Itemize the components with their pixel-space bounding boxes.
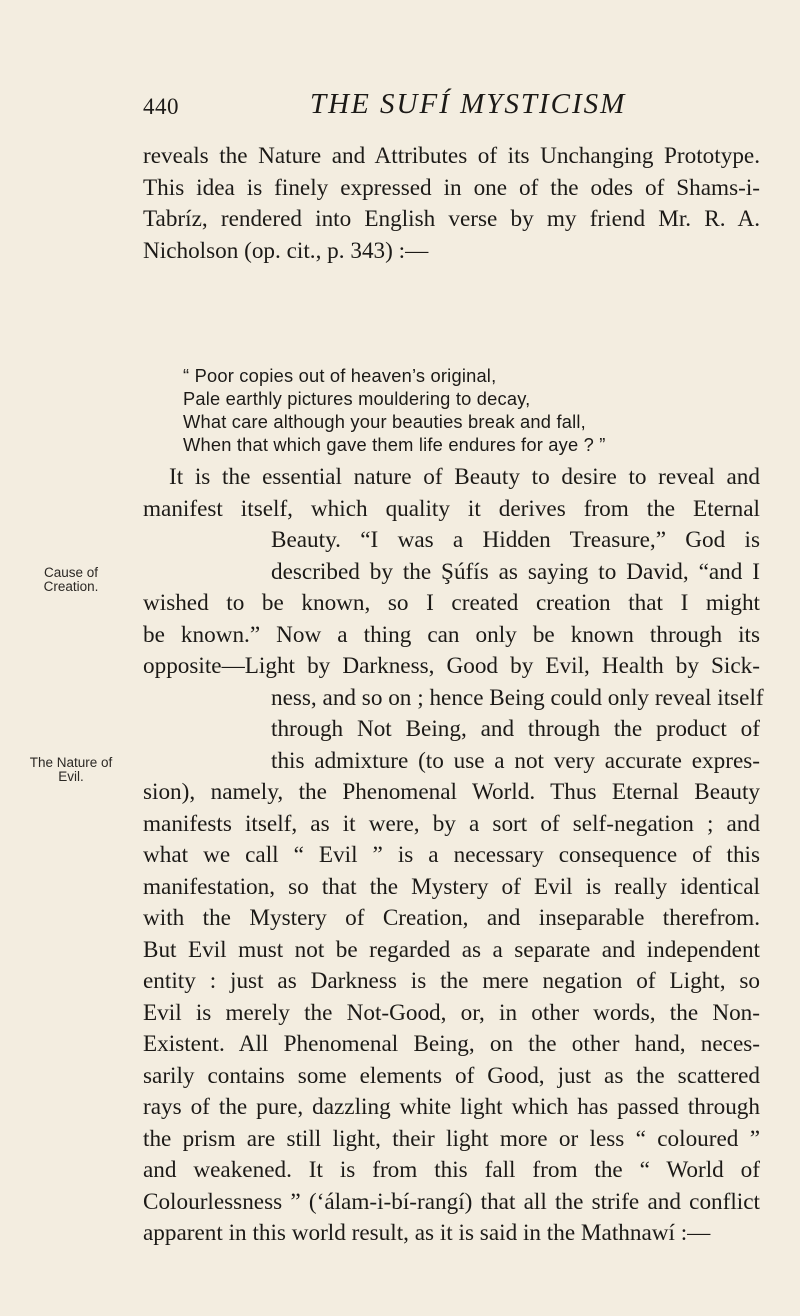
text-line: manifests itself, as it were, by a sort of self-negation ; and [143,810,760,837]
text-line: sarily contains some elements of Good, just as the scattered [143,1062,760,1089]
verse-quote [183,364,723,456]
text-line: Existent. All Phenomenal Being, on the other hand, neces- [143,1031,760,1057]
text-line: Tabríz, rendered into English verse by my friend Mr. R. A. [143,206,760,232]
sidenote-nature-of-evil: The Nature of Evil. [29,755,113,784]
text-line: Beauty. “I was a Hidden Treasure,” God is [271,527,760,553]
text-line: this admixture (to use a not very accurate expres- [271,747,760,774]
text-line: sion), namely, the Phenomenal World. Thus Eternal Beauty [143,779,760,805]
text-line: the prism are still light, their light more or less “ coloured ” [143,1125,760,1152]
text-line: ness, and so on ; hence Being could only reveal itself [271,684,764,711]
text-line: Colourlessness ” (‘álam-i-bí-rangí) that all the strife and conflict [143,1188,760,1215]
text-line: Nicholson (op. cit., p. 343) :— [143,237,429,264]
text-line: described by the Şúfís as saying to David, “and I [271,558,760,585]
text-line: It is the essential nature of Beauty to desire to reveal and [169,464,760,490]
sidenote-cause-of-creation: Cause of Creation. [43,565,99,594]
verse-line: “ Poor copies out of heaven’s original, [183,365,497,386]
text-line: reveals the Nature and Attributes of its Unchanging Prototype. [143,143,760,169]
text-line: Evil is merely the Not-Good, or, in other words, the Non- [143,999,760,1026]
verse-line: What care although your beauties break and fall, [183,411,586,432]
text-line: opposite—Light by Darkness, Good by Evil, Health by Sick- [143,653,760,679]
text-line: This idea is finely expressed in one of the odes of Shams-i- [143,174,760,201]
text-line: manifest itself, which quality it derives from the Eternal [143,495,760,522]
text-line: wished to be known, so I created creation that I might [143,590,760,616]
text-line: what we call “ Evil ” is a necessary consequence of this [143,842,760,868]
text-line: rays of the pure, dazzling white light which has passed through [143,1094,760,1120]
running-head: THE SUFÍ MYSTICISM [310,88,627,120]
text-line: apparent in this world result, as it is said in the Mathnawí :— [143,1220,711,1246]
paragraph-2 [143,462,764,1250]
paragraph-1 [143,141,760,267]
text-line: manifestation, so that the Mystery of Evil is really identical [143,873,760,900]
text-line: entity : just as Darkness is the mere negation of Light, so [143,968,760,994]
text-line: But Evil must not be regarded as a separate and independent [143,936,760,963]
text-line: through Not Being, and through the product of [271,716,760,742]
page-number: 440 [143,94,179,119]
text-line: be known.” Now a thing can only be known through its [143,621,760,648]
verse-line: Pale earthly pictures mouldering to decay, [183,388,531,409]
text-line: with the Mystery of Creation, and inseparable therefrom. [143,905,760,931]
text-line: and weakened. It is from this fall from the “ World of [143,1157,760,1183]
verse-line: When that which gave them life endures for aye ? ” [183,434,606,455]
